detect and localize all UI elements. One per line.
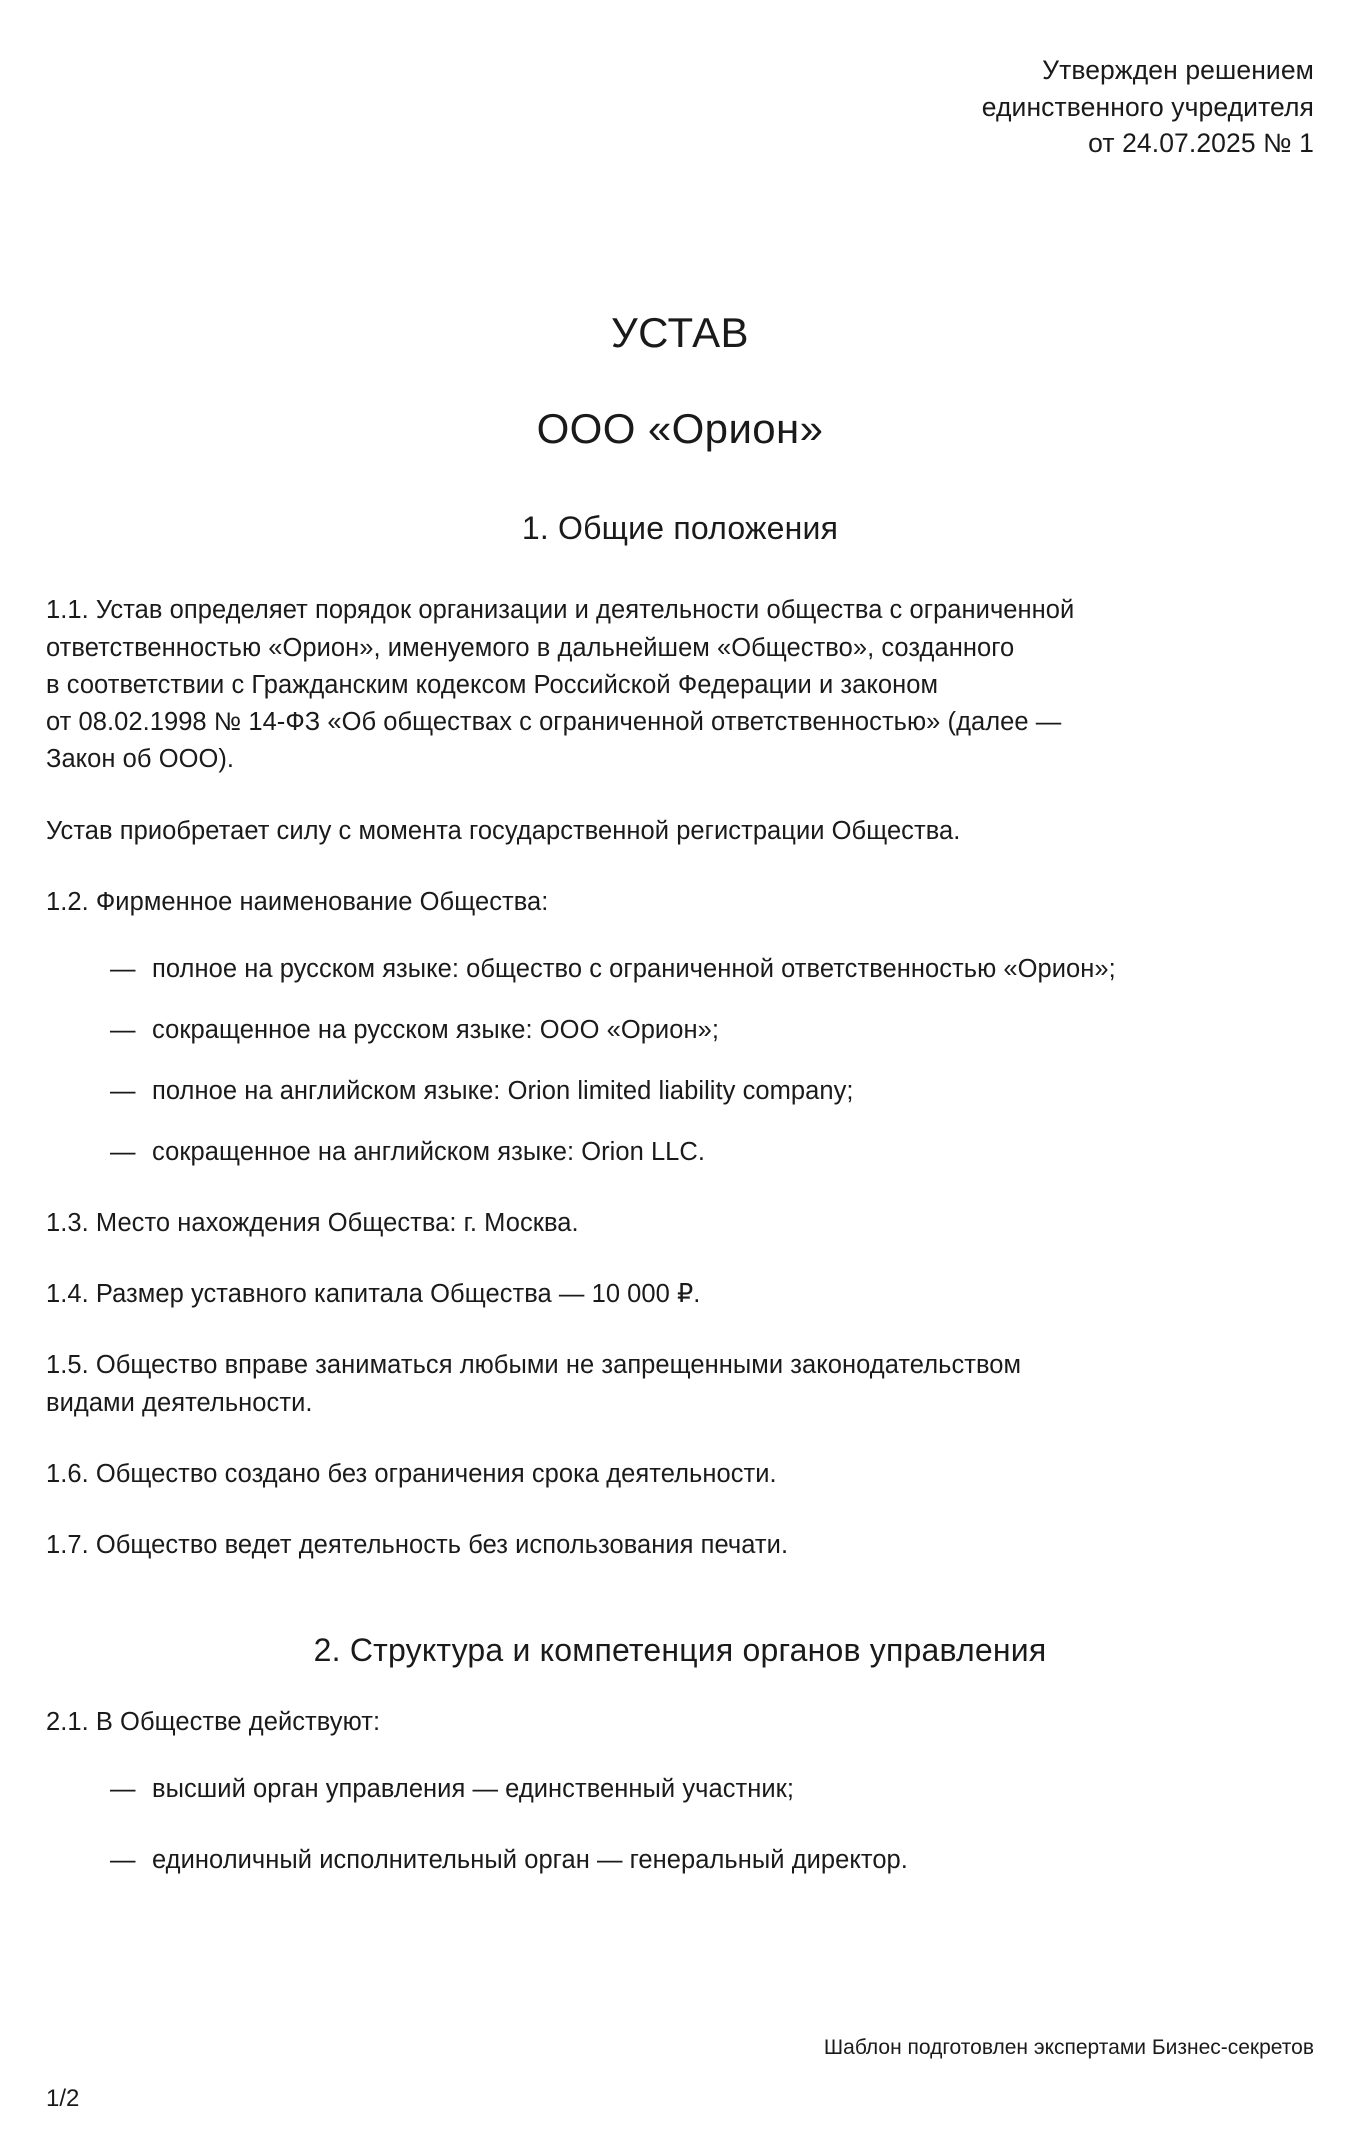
paragraph-1-3: 1.3. Место нахождения Общества: г. Москва. [46, 1208, 579, 1237]
document-subtitle: ООО «Орион» [536, 405, 824, 453]
governing-bodies-list [46, 1771, 1314, 1879]
page-footer [46, 2034, 1314, 2114]
list-item-label: единоличный исполнительный орган — генеральный директор. [152, 1846, 908, 1875]
company-names-list [46, 951, 1314, 1171]
paragraph-force-effect: Устав приобретает силу с момента государственной регистрации Общества. [46, 816, 961, 845]
paragraph-1-6: 1.6. Общество создано без ограничения срока деятельности. [46, 1459, 777, 1488]
em-dash-icon: — [110, 1076, 136, 1105]
list-item-label: сокращенное на английском языке: Orion LLC. [152, 1137, 706, 1166]
approval-line-1: Утвержден решением [1042, 55, 1314, 85]
em-dash-icon: — [110, 955, 136, 983]
list-item [46, 1073, 1314, 1110]
list-item [46, 1134, 1314, 1171]
list-item-label: полное на английском языке: Orion limited liability company; [152, 1076, 854, 1105]
paragraph-1-1-line-4: от 08.02.1998 № 14-ФЗ «Об обществах с ограниченной ответственностью» (далее — [46, 708, 1062, 737]
paragraph-1-1 [46, 592, 1314, 778]
list-item [46, 1842, 1314, 1879]
em-dash-icon: — [110, 1775, 136, 1804]
list-item-label: высший орган управления — единственный участник; [152, 1775, 794, 1804]
paragraph-1-5 [46, 1347, 1314, 1421]
page-number: 1/2 [46, 2085, 80, 2113]
em-dash-icon: — [110, 1137, 136, 1166]
paragraph-1-2: 1.2. Фирменное наименование Общества: [46, 887, 549, 916]
list-item [46, 1771, 1314, 1808]
paragraph-1-4: 1.4. Размер уставного капитала Общества — 10 000 ₽. [46, 1280, 701, 1309]
list-item-label: полное на русском языке: общество с ограниченной ответственностью «Орион»; [152, 955, 1116, 983]
paragraph-1-1-line-2: ответственностью «Орион», именуемого в дальнейшем «Общество», созданного [46, 633, 1015, 662]
approval-block [46, 52, 1314, 162]
footer-credit: Шаблон подготовлен экспертами Бизнес-секретов [823, 2036, 1314, 2059]
list-item [46, 951, 1314, 988]
paragraph-1-5-line-1: 1.5. Общество вправе заниматься любыми не запрещенными законодательством [46, 1351, 1022, 1380]
list-item [46, 1012, 1314, 1049]
paragraph-1-7: 1.7. Общество ведет деятельность без использования печати. [46, 1530, 789, 1559]
approval-line-2: единственного учредителя [981, 91, 1314, 122]
paragraph-1-1-line-5: Закон об ООО). [46, 745, 235, 774]
em-dash-icon: — [110, 1846, 136, 1875]
paragraph-1-5-line-2: видами деятельности. [46, 1388, 313, 1417]
section-2-heading: 2. Структура и компетенция органов управления [313, 1632, 1047, 1669]
em-dash-icon: — [110, 1015, 136, 1044]
approval-line-3: от 24.07.2025 № 1 [1088, 128, 1314, 159]
document-title: УСТАВ [611, 308, 749, 356]
section-1-heading: 1. Общие положения [521, 510, 839, 547]
list-item-label: сокращенное на русском языке: ООО «Орион»; [152, 1015, 719, 1044]
paragraph-2-1: 2.1. В Обществе действуют: [46, 1708, 381, 1737]
paragraph-1-1-line-3: в соответствии с Гражданским кодексом Российской Федерации и законом [46, 670, 939, 699]
paragraph-1-1-line-1: 1.1. Устав определяет порядок организации и деятельности общества с ограниченной [46, 596, 1075, 625]
